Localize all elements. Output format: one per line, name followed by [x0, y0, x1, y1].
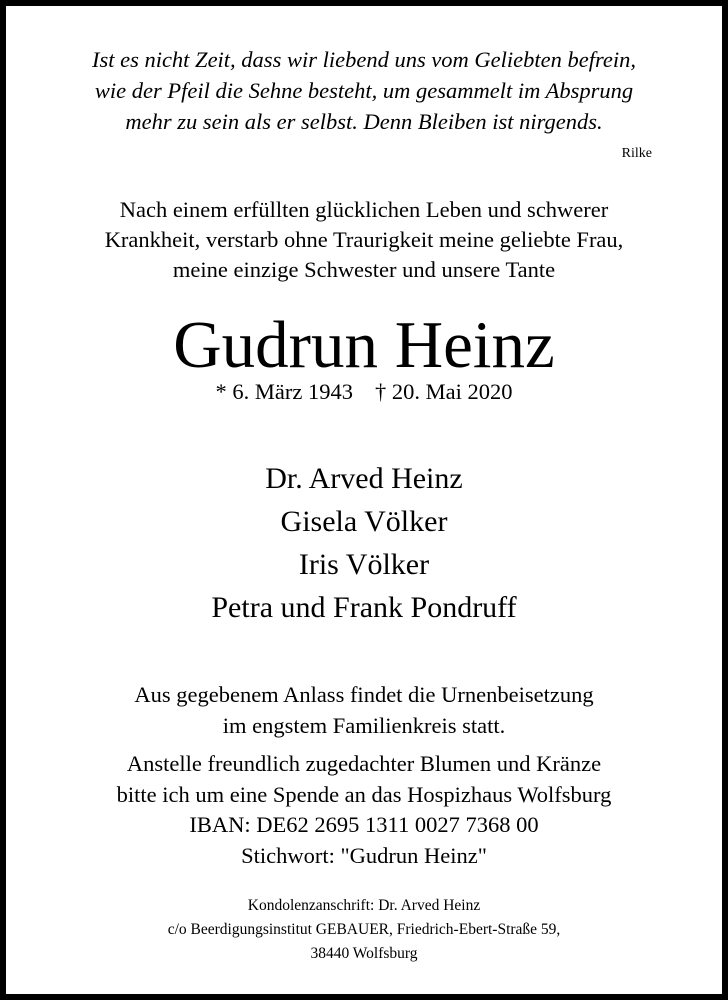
burial-info	[6, 679, 722, 741]
birth-date: * 6. März 1943	[215, 379, 353, 404]
burial-line: Aus gegebenem Anlass findet die Urnenbeisetzung	[134, 682, 594, 707]
intro-line: meine einzige Schwester und unsere Tante	[172, 257, 556, 282]
burial-line: im engstem Familienkreis statt.	[222, 713, 506, 738]
iban-line: IBAN: DE62 2695 1311 0027 7368 00	[189, 812, 539, 837]
poem-quote	[6, 44, 722, 137]
life-dates	[6, 377, 722, 407]
poem-line: wie der Pfeil die Sehne besteht, um gesammelt im Absprung	[94, 78, 634, 103]
condolence-address	[6, 894, 722, 966]
mourner-name: Gisela Völker	[280, 505, 448, 538]
address-line: 38440 Wolfsburg	[310, 945, 418, 962]
donation-line: Anstelle freundlich zugedachter Blumen und Kränze	[126, 751, 602, 776]
mourner-name: Petra und Frank Pondruff	[211, 591, 517, 624]
mourners-list	[6, 457, 722, 629]
mourner-name: Dr. Arved Heinz	[265, 462, 463, 495]
death-date: † 20. Mai 2020	[374, 379, 513, 404]
intro-text	[6, 195, 722, 285]
address-line: Kondolenzanschrift: Dr. Arved Heinz	[247, 897, 481, 914]
mourner-name: Iris Völker	[298, 548, 430, 581]
poem-line: mehr zu sein als er selbst. Denn Bleiben ist nirgends.	[125, 109, 603, 134]
poem-author: Rilke	[621, 146, 652, 161]
poem-line: Ist es nicht Zeit, dass wir liebend uns vom Geliebten befrein,	[91, 47, 637, 72]
donation-info	[6, 749, 722, 871]
donation-line: bitte ich um eine Spende an das Hospizhaus Wolfsburg	[116, 781, 612, 807]
intro-line: Krankheit, verstarb ohne Traurigkeit meine geliebte Frau,	[104, 227, 624, 252]
intro-line: Nach einem erfüllten glücklichen Leben und schwerer	[119, 197, 609, 222]
address-line: c/o Beerdigungsinstitut GEBAUER, Friedrich-Ebert-Straße 59,	[167, 921, 561, 938]
deceased-name: Gudrun Heinz	[173, 308, 555, 382]
keyword-line: Stichwort: "Gudrun Heinz"	[241, 842, 487, 868]
